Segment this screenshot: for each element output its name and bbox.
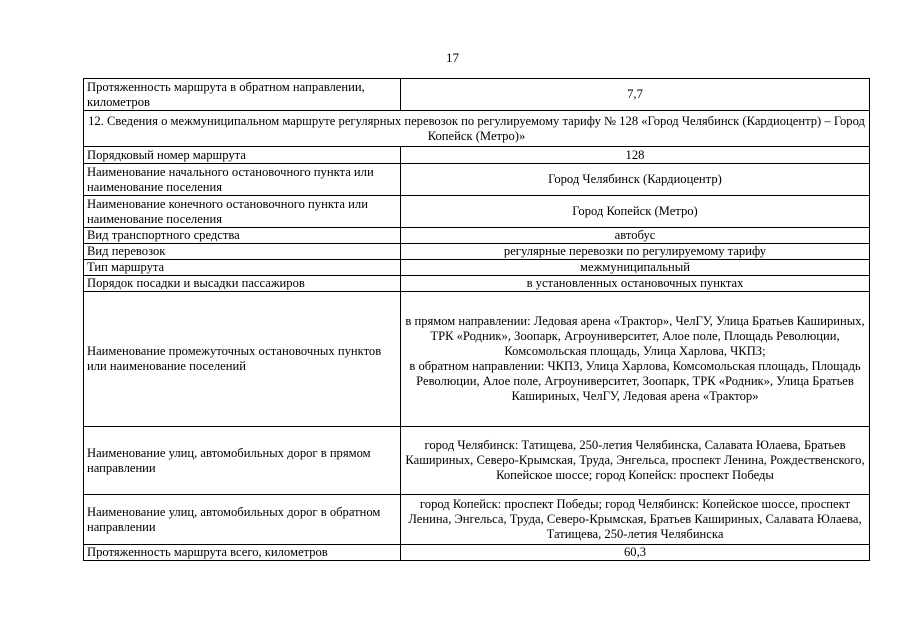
row-value: Город Копейск (Метро) xyxy=(401,196,870,228)
table-row-end-stop xyxy=(84,196,870,228)
section-title: 12. Сведения о межмуниципальном маршруте регулярных перевозок по регулируемому тарифу № 128 «Город Челябинск (Кардиоцентр) – Город Копейск (Метро)» xyxy=(84,111,870,147)
table-row-total-length xyxy=(84,545,870,561)
row-label: Вид транспортного средства xyxy=(84,228,401,244)
table-row-route-type xyxy=(84,260,870,276)
table-row-route-number xyxy=(84,147,870,164)
table-row-streets-forward xyxy=(84,427,870,495)
table-row-start-stop xyxy=(84,164,870,196)
row-label: Вид перевозок xyxy=(84,244,401,260)
table-row-intermediate-stops xyxy=(84,292,870,427)
row-value: регулярные перевозки по регулируемому тарифу xyxy=(401,244,870,260)
row-label: Наименование улиц, автомобильных дорог в прямом направлении xyxy=(84,427,401,495)
route-info-table xyxy=(83,78,870,561)
row-label: Наименование промежуточных остановочных пунктов или наименование поселений xyxy=(84,292,401,427)
row-value: город Челябинск: Татищева, 250-летия Челябинска, Салавата Юлаева, Братьев Кашириных, Северо-Крымская, Труда, Энгельса, проспект Ленина, Рождественского, Копейское шоссе; город Копейск: проспект Победы xyxy=(401,427,870,495)
intermediate-stops-forward: в прямом направлении: Ледовая арена «Трактор», ЧелГУ, Улица Братьев Кашириных, ТРК «Родник», Зоопарк, Агроуниверситет, Алое поле, Площадь Революции, Комсомольская площадь, Улица Харлова, ЧКПЗ; xyxy=(405,314,865,358)
row-label: Наименование улиц, автомобильных дорог в обратном направлении xyxy=(84,495,401,545)
row-value: межмуниципальный xyxy=(401,260,870,276)
row-label: Наименование начального остановочного пункта или наименование поселения xyxy=(84,164,401,196)
row-value: город Копейск: проспект Победы; город Челябинск: Копейское шоссе, проспект Ленина, Энгельса, Труда, Северо-Крымская, Братьев Кашириных, Салавата Юлаева, Татищева, 250-летия Челябинска xyxy=(401,495,870,545)
table-row-transport-kind xyxy=(84,244,870,260)
row-value: Город Челябинск (Кардиоцентр) xyxy=(401,164,870,196)
row-label: Тип маршрута xyxy=(84,260,401,276)
row-label: Протяженность маршрута в обратном направлении, километров xyxy=(84,79,401,111)
table-row-streets-backward xyxy=(84,495,870,545)
row-value xyxy=(401,292,870,427)
row-label: Порядковый номер маршрута xyxy=(84,147,401,164)
table-row-vehicle-type xyxy=(84,228,870,244)
row-label: Наименование конечного остановочного пункта или наименование поселения xyxy=(84,196,401,228)
row-value: автобус xyxy=(401,228,870,244)
table-row-return-length xyxy=(84,79,870,111)
row-label: Протяженность маршрута всего, километров xyxy=(84,545,401,561)
row-value: в установленных остановочных пунктах xyxy=(401,276,870,292)
table-row-boarding-order xyxy=(84,276,870,292)
row-value: 7,7 xyxy=(401,79,870,111)
intermediate-stops-backward: в обратном направлении: ЧКПЗ, Улица Харлова, Комсомольская площадь, Площадь Революции, Алое поле, Агроуниверситет, Зоопарк, ТРК «Родник», Улица Братьев Кашириных, ЧелГУ, Ледовая арена «Трактор» xyxy=(409,359,861,403)
row-value: 60,3 xyxy=(401,545,870,561)
row-value: 128 xyxy=(401,147,870,164)
row-label: Порядок посадки и высадки пассажиров xyxy=(84,276,401,292)
table-row-section-title xyxy=(84,111,870,147)
page-number: 17 xyxy=(446,50,459,65)
